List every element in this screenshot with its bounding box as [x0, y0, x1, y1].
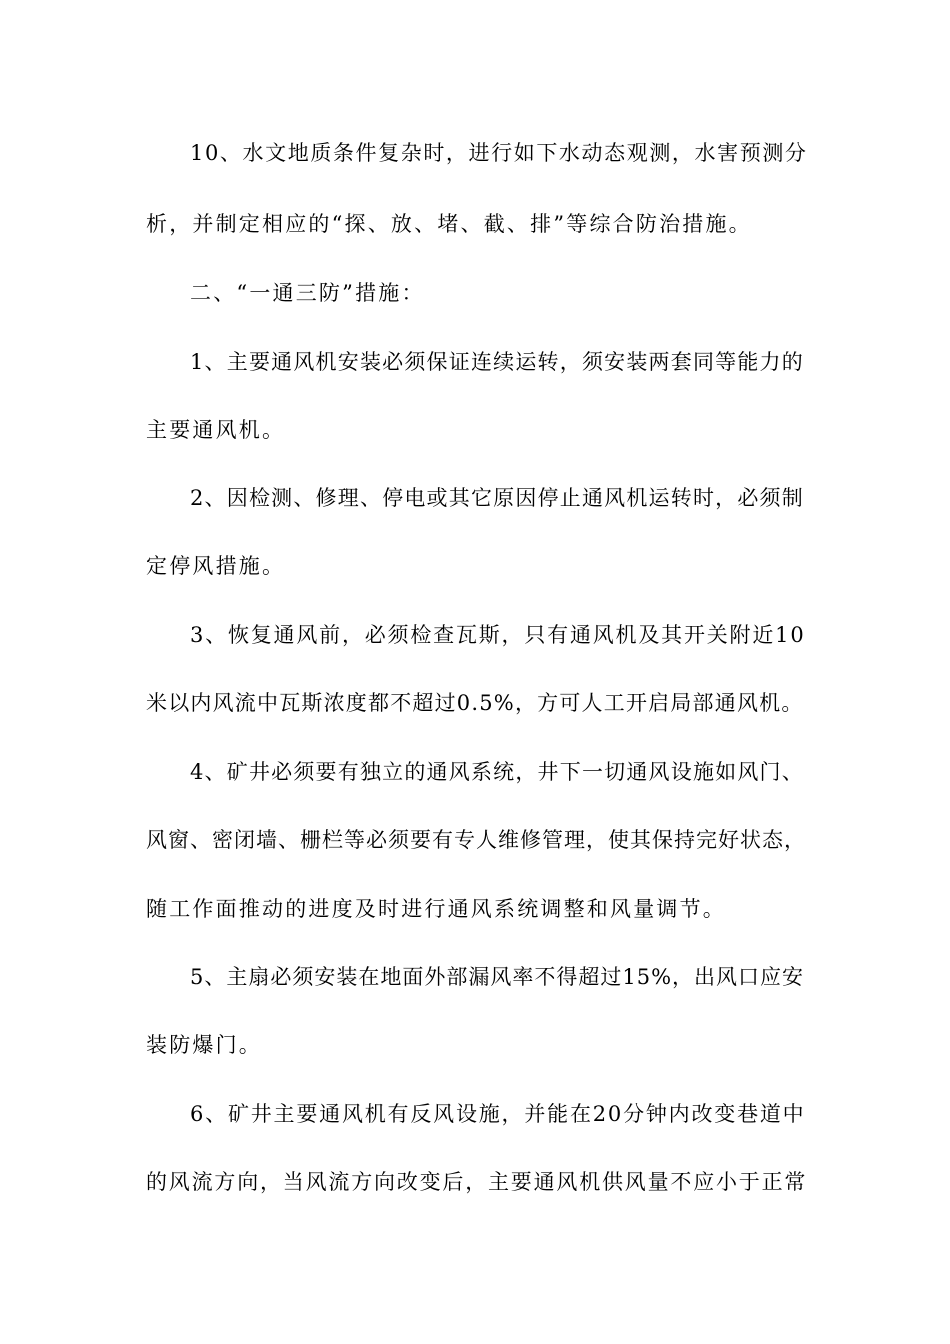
paragraph-3-line-2: 米以内风流中瓦斯浓度都不超过0.5%，方可人工开启局部通风机。 [146, 691, 804, 715]
paragraph-6-line-2: 的风流方向，当风流方向改变后，主要通风机供风量不应小于正常 [146, 1170, 808, 1194]
paragraph-6-line-1: 6、矿井主要通风机有反风设施，并能在20分钟内改变巷道中 [190, 1102, 806, 1126]
paragraph-5-line-1: 5、主扇必须安装在地面外部漏风率不得超过15%，出风口应安 [190, 965, 805, 989]
paragraph-2-line-1: 2、因检测、修理、停电或其它原因停止通风机运转时，必须制 [190, 486, 804, 510]
paragraph-4-line-2: 风窗、密闭墙、栅栏等必须要有专人维修管理，使其保持完好状态， [146, 828, 806, 852]
section-heading-ventilation: 二、“一通三防”措施： [190, 281, 425, 305]
paragraph-3-line-1: 3、恢复通风前，必须检查瓦斯，只有通风机及其开关附近10 [190, 623, 806, 647]
paragraph-4-line-3: 随工作面推动的进度及时进行通风系统调整和风量调节。 [146, 897, 726, 921]
paragraph-1-line-1: 1、主要通风机安装必须保证连续运转，须安装两套同等能力的 [190, 350, 804, 374]
paragraph-1-line-2: 主要通风机。 [146, 418, 286, 442]
paragraph-2-line-2: 定停风措施。 [146, 554, 286, 578]
paragraph-4-line-1: 4、矿井必须要有独立的通风系统，井下一切通风设施如风门、 [190, 760, 804, 784]
paragraph-10-line-2: 析，并制定相应的“探、放、堵、截、排”等综合防治措施。 [146, 212, 752, 236]
paragraph-5-line-2: 装防爆门。 [146, 1033, 262, 1057]
paragraph-10-line-1: 10、水文地质条件复杂时，进行如下水动态观测，水害预测分 [190, 141, 808, 165]
